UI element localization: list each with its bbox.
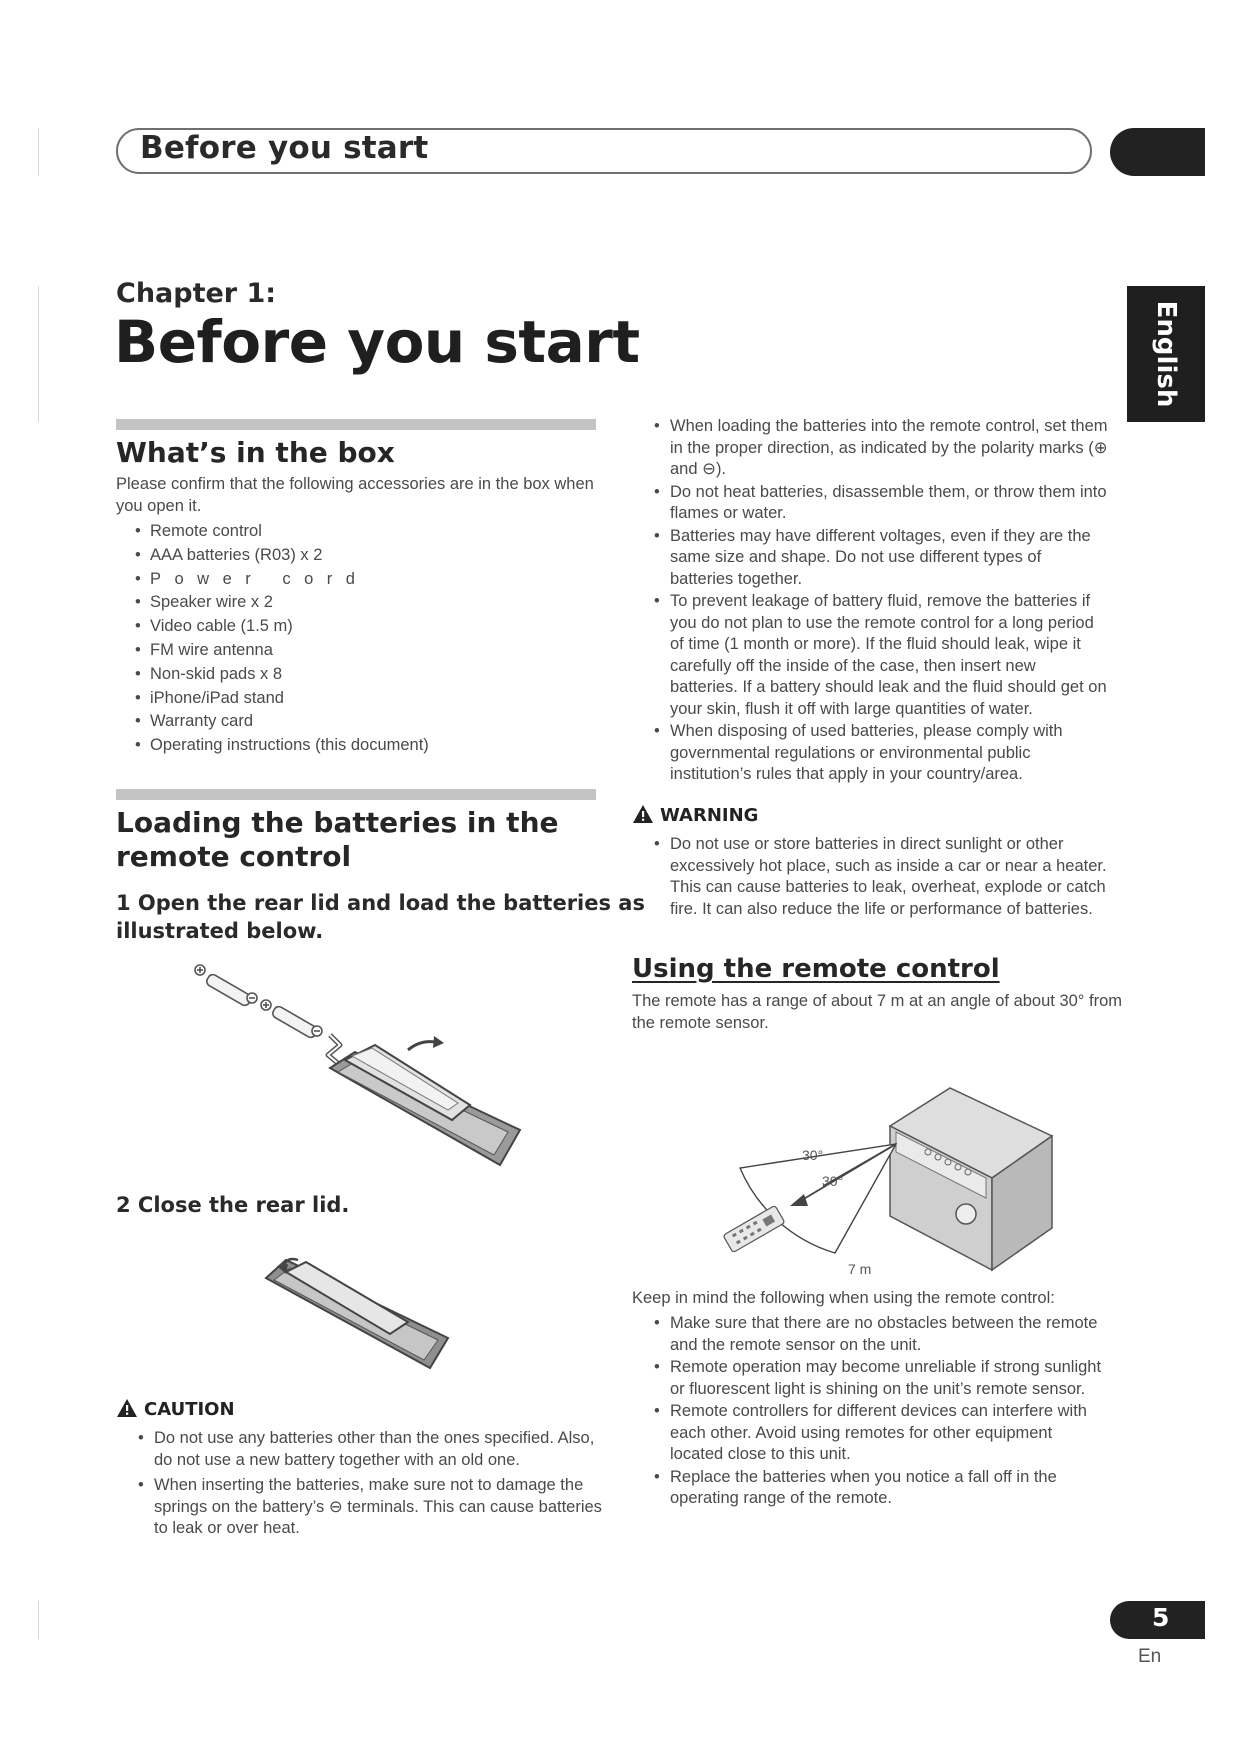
header-tab bbox=[1110, 128, 1205, 176]
whats-in-box-heading: What’s in the box bbox=[116, 436, 395, 469]
list-item: • When loading the batteries into the remote control, set them in the proper direction, as indicated by the polarity marks (⊕ and ⊖). bbox=[648, 416, 1108, 481]
list-item: • Operating instructions (this document) bbox=[132, 734, 582, 758]
chapter-label: Chapter 1: bbox=[116, 278, 277, 309]
step-line: illustrated below. bbox=[116, 919, 324, 943]
list-item: • Non-skid pads x 8 bbox=[132, 663, 582, 687]
list-item: • Power cord bbox=[132, 568, 582, 592]
list-item: • When inserting the batteries, make sure not to damage the springs on the battery’s ⊖ terminals. This can cause batteries to leak or over heat. bbox=[132, 1475, 602, 1540]
angle-label-bottom: 30° bbox=[822, 1173, 844, 1189]
list-item: • FM wire antenna bbox=[132, 639, 582, 663]
caution-title: CAUTION bbox=[144, 1399, 235, 1420]
step-line: 1 Open the rear lid and load the batteries as bbox=[116, 891, 645, 915]
list-item: • Remote operation may become unreliable if strong sunlight or fluorescent light is shining on the unit’s remote sensor. bbox=[648, 1357, 1108, 1400]
accessory-list bbox=[132, 520, 582, 758]
heading-line: remote control bbox=[116, 840, 352, 873]
warning-heading bbox=[632, 804, 758, 826]
caution-heading bbox=[116, 1398, 235, 1420]
section-rule bbox=[116, 419, 596, 430]
section-rule bbox=[116, 789, 596, 800]
list-item: • Replace the batteries when you notice a fall off in the operating range of the remote. bbox=[648, 1467, 1108, 1510]
whats-in-box-intro: Please confirm that the following accessories are in the box when you open it. bbox=[116, 475, 594, 515]
using-remote-intro: The remote has a range of about 7 m at an angle of about 30° from the remote sensor. bbox=[632, 992, 1122, 1032]
list-item: • Batteries may have different voltages, even if they are the same size and shape. Do not use different types of batteries together. bbox=[648, 526, 1108, 591]
using-remote-heading: Using the remote control bbox=[632, 954, 1000, 984]
step-1-heading bbox=[116, 889, 645, 945]
list-item: • Remote control bbox=[132, 520, 582, 544]
header-title: Before you start bbox=[140, 130, 429, 166]
list-item: • iPhone/iPad stand bbox=[132, 687, 582, 711]
remote-usage-list bbox=[648, 1313, 1108, 1510]
list-item: • Video cable (1.5 m) bbox=[132, 615, 582, 639]
list-item: • Remote controllers for different devices can interfere with each other. Avoid using remotes for other equipment located close to this unit. bbox=[648, 1401, 1108, 1466]
distance-label: 7 m bbox=[848, 1261, 872, 1277]
margin-line-mid bbox=[38, 286, 39, 422]
keep-in-mind-text: Keep in mind the following when using the remote control: bbox=[632, 1289, 1055, 1307]
caution-icon bbox=[116, 1398, 138, 1418]
page-number: 5 bbox=[1152, 1603, 1170, 1632]
heading-line: Loading the batteries in the bbox=[116, 806, 559, 839]
language-tab-label: English bbox=[1151, 300, 1181, 408]
list-item: • Do not use or store batteries in direct sunlight or other excessively hot place, such as inside a car or near a heater. This can cause batteries to leak, overheat, explode or catch fire. It can also reduce the life or performance of batteries. bbox=[648, 834, 1108, 920]
list-item: • Make sure that there are no obstacles between the remote and the remote sensor on the unit. bbox=[648, 1313, 1108, 1356]
list-item: • Speaker wire x 2 bbox=[132, 591, 582, 615]
loading-batteries-heading bbox=[116, 806, 559, 874]
page-number-tab bbox=[1110, 1601, 1205, 1639]
list-item: • AAA batteries (R03) x 2 bbox=[132, 544, 582, 568]
angle-label-top: 30° bbox=[802, 1147, 824, 1163]
caution-list bbox=[132, 1428, 602, 1540]
warning-list bbox=[648, 834, 1108, 920]
warning-title: WARNING bbox=[660, 805, 759, 826]
battery-notes-list bbox=[648, 416, 1108, 786]
list-item: • To prevent leakage of battery fluid, remove the batteries if you do not plan to use the remote control for a long period of time (1 month or more). If the fluid should leak, wipe it carefully off the inside of the case, then insert new batteries. If a battery should leak and the fluid should get on your skin, flush it off with large quantities of water. bbox=[648, 591, 1108, 720]
margin-line-bottom bbox=[38, 1601, 39, 1639]
page-language: En bbox=[1138, 1646, 1162, 1667]
list-item: • When disposing of used batteries, please comply with governmental regulations or environmental public institution’s rules that apply in your country/area. bbox=[648, 721, 1108, 786]
close-lid-illustration bbox=[258, 1238, 458, 1378]
list-item: • Do not heat batteries, disassemble them, or throw them into flames or water. bbox=[648, 482, 1108, 525]
remote-range-diagram bbox=[680, 1048, 1060, 1278]
load-batteries-illustration bbox=[190, 960, 530, 1180]
list-item: • Warranty card bbox=[132, 710, 582, 734]
language-tab bbox=[1127, 286, 1205, 422]
warning-icon bbox=[632, 804, 654, 824]
list-item: • Do not use any batteries other than the ones specified. Also, do not use a new battery together with an old one. bbox=[132, 1428, 602, 1471]
margin-line-top bbox=[38, 128, 39, 176]
chapter-title: Before you start bbox=[114, 308, 640, 376]
step-2-heading: 2 Close the rear lid. bbox=[116, 1193, 350, 1217]
